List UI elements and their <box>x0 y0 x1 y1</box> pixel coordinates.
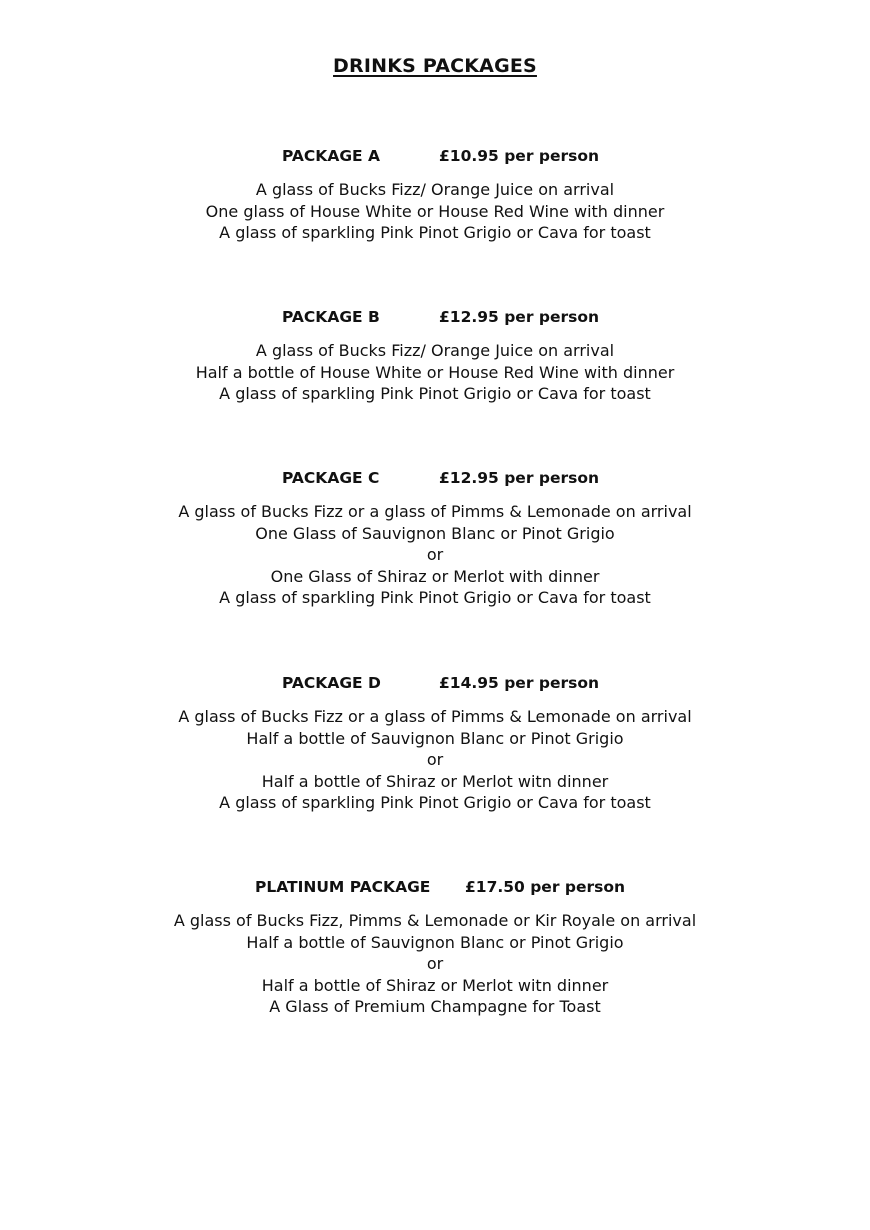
package-detail-line: A glass of Bucks Fizz, Pimms & Lemonade or Kir Royale on arrival <box>173 911 697 930</box>
package-detail-line: A glass of sparkling Pink Pinot Grigio or Cava for toast <box>219 223 651 242</box>
package-platinum <box>0 878 870 1018</box>
package-name: PACKAGE B <box>282 308 380 326</box>
package-details <box>0 179 870 244</box>
package-details <box>0 340 870 405</box>
package-price: £12.95 per person <box>439 469 600 487</box>
package-detail-line: Half a bottle of House White or House Red Wine with dinner <box>195 362 675 382</box>
package-detail-line: A glass of Bucks Fizz/ Orange Juice on arrival <box>255 180 615 199</box>
package-detail-line: A Glass of Premium Champagne for Toast <box>269 997 601 1016</box>
page-title: DRINKS PACKAGES <box>333 55 537 77</box>
package-name: PACKAGE C <box>282 469 380 487</box>
package-detail-line: Half a bottle of Shiraz or Merlot witn dinner <box>261 771 609 791</box>
package-header <box>0 878 870 900</box>
package-detail-line: A glass of sparkling Pink Pinot Grigio or Cava for toast <box>219 588 651 607</box>
package-price: £17.50 per person <box>465 878 626 896</box>
package-detail-line: One Glass of Sauvignon Blanc or Pinot Grigio <box>255 523 615 543</box>
package-name: PLATINUM PACKAGE <box>255 878 431 896</box>
package-details <box>0 501 870 609</box>
package-price: £12.95 per person <box>439 308 600 326</box>
package-detail-line: or <box>426 954 444 973</box>
package-price: £10.95 per person <box>439 147 600 165</box>
package-header <box>0 308 870 330</box>
package-header <box>0 147 870 169</box>
package-price: £14.95 per person <box>439 674 600 692</box>
package-detail-line: One Glass of Shiraz or Merlot with dinner <box>270 566 600 586</box>
package-detail-line: A glass of sparkling Pink Pinot Grigio or Cava for toast <box>219 384 651 403</box>
package-b <box>0 308 870 405</box>
package-detail-line: or <box>426 750 444 769</box>
package-detail-line: or <box>426 545 444 564</box>
package-detail-line: Half a bottle of Sauvignon Blanc or Pinot Grigio <box>246 728 624 748</box>
package-header <box>0 674 870 696</box>
package-header <box>0 469 870 491</box>
package-details <box>0 910 870 1018</box>
package-detail-line: A glass of sparkling Pink Pinot Grigio or Cava for toast <box>219 793 651 812</box>
package-detail-line: Half a bottle of Sauvignon Blanc or Pinot Grigio <box>246 932 624 952</box>
package-detail-line: A glass of Bucks Fizz or a glass of Pimms & Lemonade on arrival <box>178 707 692 726</box>
package-detail-line: A glass of Bucks Fizz or a glass of Pimms & Lemonade on arrival <box>178 502 692 521</box>
package-details <box>0 706 870 814</box>
package-name: PACKAGE D <box>282 674 381 692</box>
package-a <box>0 147 870 244</box>
package-detail-line: A glass of Bucks Fizz/ Orange Juice on arrival <box>255 341 615 360</box>
package-d <box>0 674 870 814</box>
package-detail-line: Half a bottle of Shiraz or Merlot witn dinner <box>261 975 609 995</box>
package-detail-line: One glass of House White or House Red Wine with dinner <box>205 201 665 221</box>
package-name: PACKAGE A <box>282 147 381 165</box>
package-c <box>0 469 870 609</box>
